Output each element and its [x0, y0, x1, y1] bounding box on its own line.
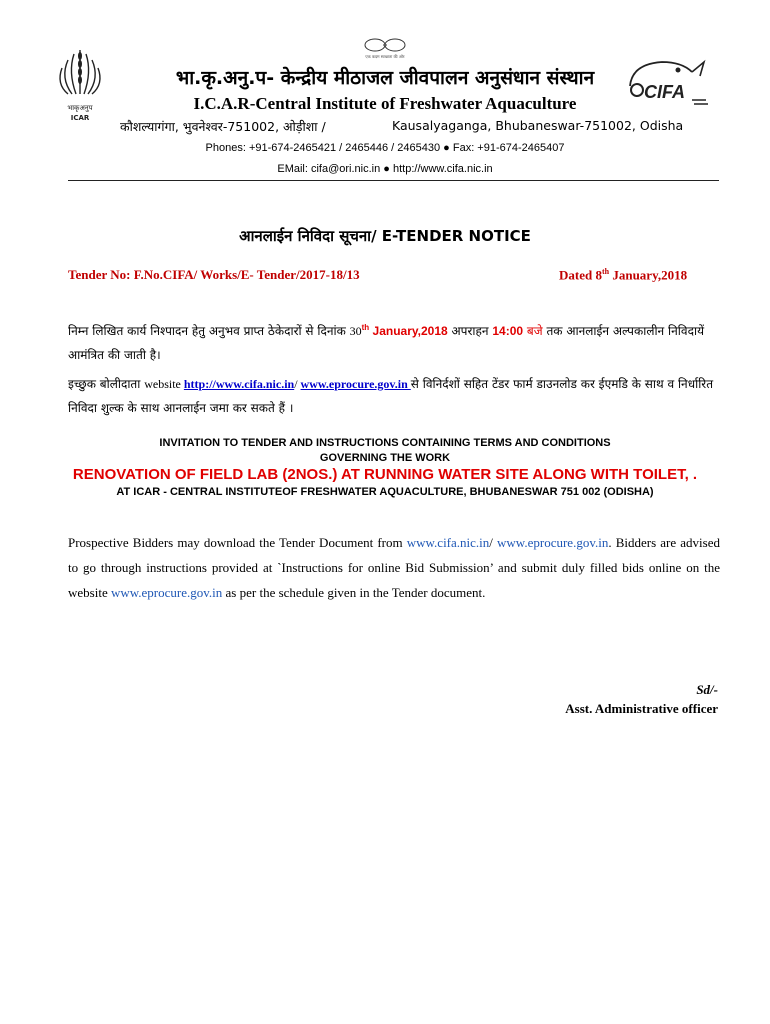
- work-place: AT ICAR - CENTRAL INSTITUTEOF FRESHWATER AQUACULTURE, BHUBANESWAR 751 002 (ODISHA): [116, 486, 654, 498]
- prospect-text3: . Bidders are advised to go through instructions provided at `Instructions for online Bid Submission’ and submit duly filled bids online on the website: [68, 535, 720, 600]
- cifa-logo-text: CIFA: [644, 82, 686, 102]
- invitation-line-2: GOVERNING THE WORK: [319, 452, 451, 464]
- para1-text1: निम्न लिखित कार्य निश्पादन हेतु अनुभव प्राप्त ठेकेदारों से दिनांक: [68, 324, 350, 338]
- download-paragraph-hindi: [68, 372, 720, 420]
- prospect-text1: Prospective Bidders may download the Tender Document from: [68, 535, 407, 550]
- tender-date: [559, 267, 687, 283]
- prospect-text2: /: [489, 535, 498, 550]
- prospect-text4: as per the schedule given in the Tender document.: [222, 585, 486, 600]
- institute-title-hindi: भा.कृ.अनु.प- केन्द्रीय मीठाजल जीवपालन अनुसंधान संस्थान: [175, 67, 595, 89]
- icar-logo-hindi: भाकृअनुप: [67, 104, 93, 112]
- email-website-line: EMail: cifa@ori.nic.in ● http://www.cifa.nic.in: [277, 163, 493, 175]
- signatory-title: Asst. Administrative officer: [565, 701, 718, 716]
- cifa-link[interactable]: http://www.cifa.nic.in: [183, 377, 295, 391]
- date-sup: th: [601, 267, 610, 276]
- prospective-bidders-paragraph: [68, 530, 720, 605]
- phone-fax-line: Phones: +91-674-2465421 / 2465446 / 2465430 ● Fax: +91-674-2465407: [205, 142, 565, 154]
- para2-website-word: website: [144, 377, 184, 391]
- work-title: RENOVATION OF FIELD LAB (2NOS.) AT RUNNING WATER SITE ALONG WITH TOILET, .: [72, 466, 698, 483]
- para1-time: 14:00: [492, 324, 524, 338]
- signature-sd: Sd/-: [696, 682, 718, 697]
- prospect-eprocure-link[interactable]: www.eprocure.gov.in: [497, 535, 609, 550]
- address-english: Kausalyaganga, Bhubaneswar-751002, Odisha: [392, 118, 684, 133]
- para2-text2: से विनिर्दशों सहित टेंडर फार्म डाउनलोड कर ईएमडि के साथ व निर्धारित निविदा शुल्क के साथ आनलाईन जमा कर सकते हैं ।: [68, 377, 714, 415]
- invitation-line-1: INVITATION TO TENDER AND INSTRUCTIONS CONTAINING TERMS AND CONDITIONS: [159, 437, 611, 449]
- para2-text1: इच्छुक बोलीदाता: [68, 377, 145, 391]
- icar-logo-english: ICAR: [70, 114, 90, 122]
- eprocure-link[interactable]: www.eprocure.gov.in: [300, 377, 411, 391]
- date-suffix: January,2018: [609, 267, 688, 283]
- address-hindi: कौशल्यागंगा, भुवनेश्वर-751002, ओड़ीशा /: [120, 119, 326, 134]
- para2-slash: /: [294, 377, 301, 391]
- institute-title-english: I.C.A.R-Central Institute of Freshwater Aquaculture: [193, 94, 577, 113]
- prospect-cifa-link[interactable]: www.cifa.nic.in: [406, 535, 490, 550]
- para1-day-sup: th: [361, 323, 370, 332]
- swachh-bharat-emblem: [360, 36, 410, 60]
- prospect-eprocure-link-2[interactable]: www.eprocure.gov.in: [110, 585, 223, 600]
- para1-month-year: January,2018: [369, 324, 448, 338]
- date-prefix: Dated 8: [559, 267, 602, 283]
- para1-text2: अपराहन: [447, 324, 493, 338]
- tender-number: Tender No: F.No.CIFA/ Works/E- Tender/2017-18/13: [68, 267, 360, 282]
- invitation-paragraph-hindi: [68, 316, 720, 367]
- para1-baje: बजे: [523, 324, 543, 338]
- header-divider: [68, 180, 719, 181]
- para1-day: 30: [349, 324, 362, 338]
- emblem-tagline: एक कदम स्वच्छता की ओर: [365, 54, 405, 59]
- para1-text3: तक आनलाईन अल्पकालीन निविदायें आमंत्रित की जाती है।: [68, 324, 705, 362]
- notice-heading: आनलाईन निविदा सूचना/ E-TENDER NOTICE: [239, 227, 531, 245]
